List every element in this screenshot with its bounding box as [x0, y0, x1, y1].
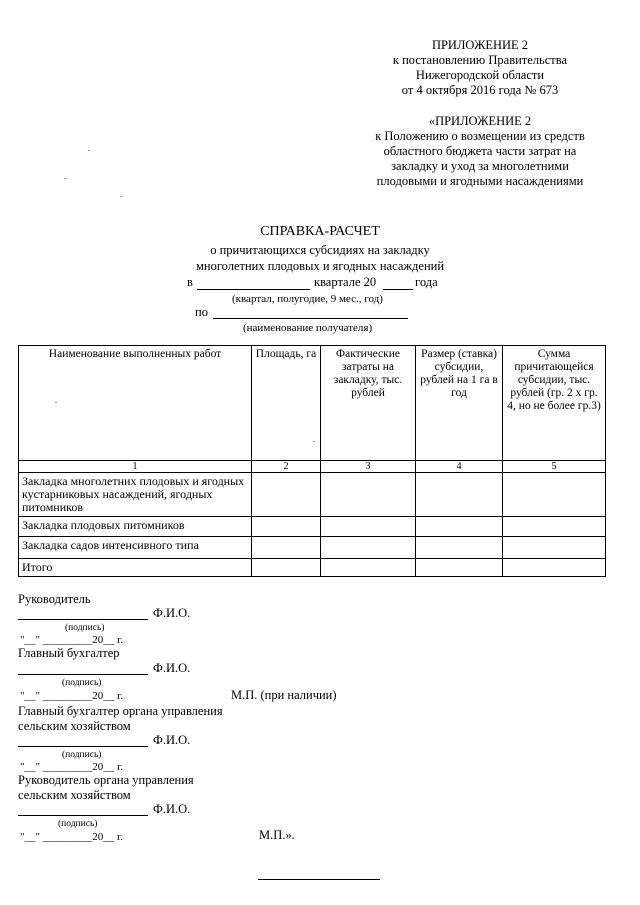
date-line: "__" _________20__ г. — [20, 761, 124, 773]
table-cell — [252, 517, 321, 537]
table-header-cell: Площадь, га — [252, 346, 321, 461]
scan-artifact — [55, 402, 57, 403]
period-middle: квартале 20 — [314, 275, 377, 289]
fio-label: Ф.И.О. — [153, 733, 191, 747]
header-regulation-line: закладку и уход за многолетними — [391, 159, 569, 173]
subsidy-table — [18, 345, 606, 577]
signature-line — [18, 674, 148, 675]
table-header-cell: Сумма причитающейся субсидии, тыс. рублей (гр. 2 х гр. 4, но не более гр.3) — [503, 346, 606, 461]
table-header-cell: Размер (ставка) субсидии, рублей на 1 га в год — [416, 346, 503, 461]
table-cell — [416, 473, 503, 517]
header-regulation-title: «ПРИЛОЖЕНИЕ 2 — [428, 114, 532, 128]
fio-label: Ф.И.О. — [153, 606, 191, 620]
fio-label: Ф.И.О. — [153, 802, 191, 816]
table-cell — [252, 473, 321, 517]
header-regulation-line: к Положению о возмещении из средств — [375, 129, 585, 143]
signature-hint: (подпись) — [62, 678, 102, 688]
period-hint: (квартал, полугодие, 9 мес., год) — [232, 293, 383, 305]
table-cell — [503, 559, 606, 577]
document-subtitle-1: о причитающихся субсидиях на закладку — [210, 243, 430, 257]
stamp-label-end: М.П.». — [259, 828, 295, 842]
table-row — [19, 473, 606, 517]
period-suffix: года — [415, 275, 438, 289]
table-cell — [503, 517, 606, 537]
scan-artifact — [120, 196, 122, 197]
table-header-row — [19, 346, 606, 461]
signature-hint: (подпись) — [65, 623, 105, 633]
scan-artifact — [88, 150, 90, 151]
header-attachment-line: от 4 октября 2016 года № 673 — [401, 83, 559, 97]
table-row — [19, 517, 606, 537]
table-cell — [416, 517, 503, 537]
fio-label: Ф.И.О. — [153, 661, 191, 675]
scan-artifact — [313, 441, 315, 442]
column-number: 3 — [321, 461, 416, 473]
signer-chief-accountant-label: Главный бухгалтер — [18, 646, 120, 660]
recipient-prefix: по — [195, 305, 208, 319]
stamp-optional-label: М.П. (при наличии) — [231, 688, 337, 702]
table-column-numbers-row — [19, 461, 606, 473]
table-cell — [321, 517, 416, 537]
table-row — [19, 537, 606, 559]
table-cell — [321, 537, 416, 559]
signer-agency-accountant-label: Главный бухгалтер органа управления — [18, 704, 223, 718]
column-number: 2 — [252, 461, 321, 473]
table-cell — [321, 473, 416, 517]
column-number: 5 — [503, 461, 606, 473]
header-regulation-line: областного бюджета части затрат на — [383, 144, 577, 158]
signature-line — [18, 815, 148, 816]
header-regulation-line: плодовыми и ягодными насаждениями — [376, 174, 584, 188]
recipient-fill-line — [213, 318, 408, 319]
table-header-cell: Наименование выполненных работ — [19, 346, 252, 461]
year-fill-line — [383, 289, 413, 290]
period-prefix: в — [187, 275, 193, 289]
document-title: СПРАВКА-РАСЧЕТ — [260, 224, 380, 239]
header-regulation-block — [330, 114, 630, 189]
signature-hint: (подпись) — [62, 750, 102, 760]
signer-agency-accountant-label-2: сельским хозяйством — [18, 719, 131, 733]
row-label: Закладка многолетних плодовых и ягодных кустарниковых насаждений, ягодных питомников — [19, 473, 252, 517]
table-cell — [321, 559, 416, 577]
signature-line — [18, 746, 148, 747]
table-cell — [503, 473, 606, 517]
signature-line — [18, 619, 148, 620]
row-label: Закладка садов интенсивного типа — [19, 537, 252, 559]
document-subtitle-2: многолетних плодовых и ягодных насаждений — [195, 259, 445, 273]
closing-divider — [258, 879, 380, 880]
table-cell — [252, 537, 321, 559]
column-number: 4 — [416, 461, 503, 473]
header-attachment-title: ПРИЛОЖЕНИЕ 2 — [431, 38, 529, 52]
date-line: "__" _________20__ г. — [20, 690, 124, 702]
date-line: "__" _________20__ г. — [20, 831, 124, 843]
row-label: Итого — [19, 559, 252, 577]
signer-agency-head-label: Руководитель органа управления — [18, 773, 194, 787]
signer-agency-head-label-2: сельским хозяйством — [18, 788, 131, 802]
table-cell — [416, 559, 503, 577]
recipient-hint: (наименование получателя) — [243, 322, 373, 334]
signature-hint: (подпись) — [58, 819, 98, 829]
table-cell — [252, 559, 321, 577]
table-cell — [416, 537, 503, 559]
signer-head-label: Руководитель — [18, 592, 91, 606]
period-fill-line — [197, 289, 310, 290]
table-cell — [503, 537, 606, 559]
date-line: "__" _________20__ г. — [20, 634, 124, 646]
column-number: 1 — [19, 461, 252, 473]
header-attachment-block — [330, 38, 630, 98]
scan-artifact — [64, 178, 66, 179]
row-label: Закладка плодовых питомников — [19, 517, 252, 537]
header-attachment-line: к постановлению Правительства — [392, 53, 568, 67]
table-row-total — [19, 559, 606, 577]
table-header-cell: Фактические затраты на закладку, тыс. рублей — [321, 346, 416, 461]
header-attachment-line: Нижегородской области — [415, 68, 545, 82]
